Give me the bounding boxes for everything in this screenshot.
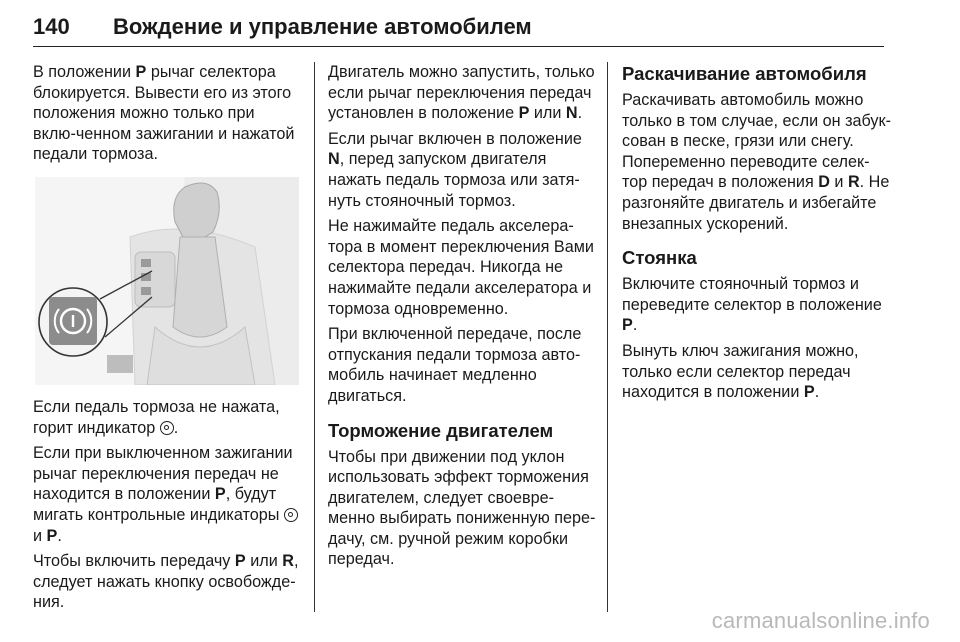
gear-selector-figure <box>35 177 299 385</box>
paragraph: Чтобы при движении под уклон использовать эффект торможения двигателем, следует своевре‐менно выбирать пониженную пере‐дачу, см. ручной режим коробки передач. <box>328 447 596 569</box>
section-heading: Торможение двигателем <box>328 419 554 441</box>
column-3 <box>622 62 892 408</box>
paragraph: Если рычаг включен в положение N, перед запуском двигателя нажать педаль тормоза или затя‐нуть стояночный тормоз. <box>328 129 582 210</box>
paragraph: Раскачивать автомобиль можно только в том случае, если он забук‐сован в песке, грязи или снегу. Попеременно переводите селек‐тор передач в положения D и R. Не разгоняйте двигатель и избегайте внезапных ускорений. <box>622 91 891 233</box>
paragraph: Чтобы включить передачу P или R, следует нажать кнопку освобожде‐ния. <box>33 552 299 612</box>
section-heading: Стоянка <box>622 247 697 269</box>
brake-indicator-icon <box>160 421 174 435</box>
paragraph: Двигатель можно запустить, только если рычаг переключения передач установлен в положение P или N. <box>328 63 595 123</box>
brake-indicator-icon <box>284 508 298 522</box>
paragraph: Если педаль тормоза не нажата, горит индикатор . <box>33 397 280 437</box>
column-1 <box>33 62 301 618</box>
page-number: 140 <box>33 14 70 39</box>
watermark: carmanualsonline.info <box>711 608 930 633</box>
column-divider <box>607 62 608 612</box>
section-heading: Раскачивание автомобиля <box>622 63 867 84</box>
paragraph: В положении P рычаг селектора блокируется. Вывести его из этого положения можно только при вклю‐ченном зажигании и нажатой педали тормоза. <box>33 63 295 164</box>
page-title: Вождение и управление автомобилем <box>113 14 532 39</box>
paragraph: Вынуть ключ зажигания можно, только если селектор передач находится в положении P. <box>622 341 859 402</box>
paragraph: Если при выключенном зажигании рычаг переключения передач не находится в положении P, будут мигать контрольные индикаторы и P. <box>33 443 301 546</box>
paragraph: Не нажимайте педаль акселера‐тора в момент переключения Вами селектора передач. Никогда не нажимайте педали акселератора и тормоза одновременно. <box>328 217 594 318</box>
column-2 <box>328 62 598 575</box>
column-divider <box>314 62 315 612</box>
page-header <box>33 6 884 47</box>
paragraph: Включите стояночный тормоз и переведите селектор в положение P. <box>622 275 882 335</box>
paragraph: При включенной передаче, после отпускания педали тормоза авто‐мобиль начинает медленно двигаться. <box>328 325 582 405</box>
